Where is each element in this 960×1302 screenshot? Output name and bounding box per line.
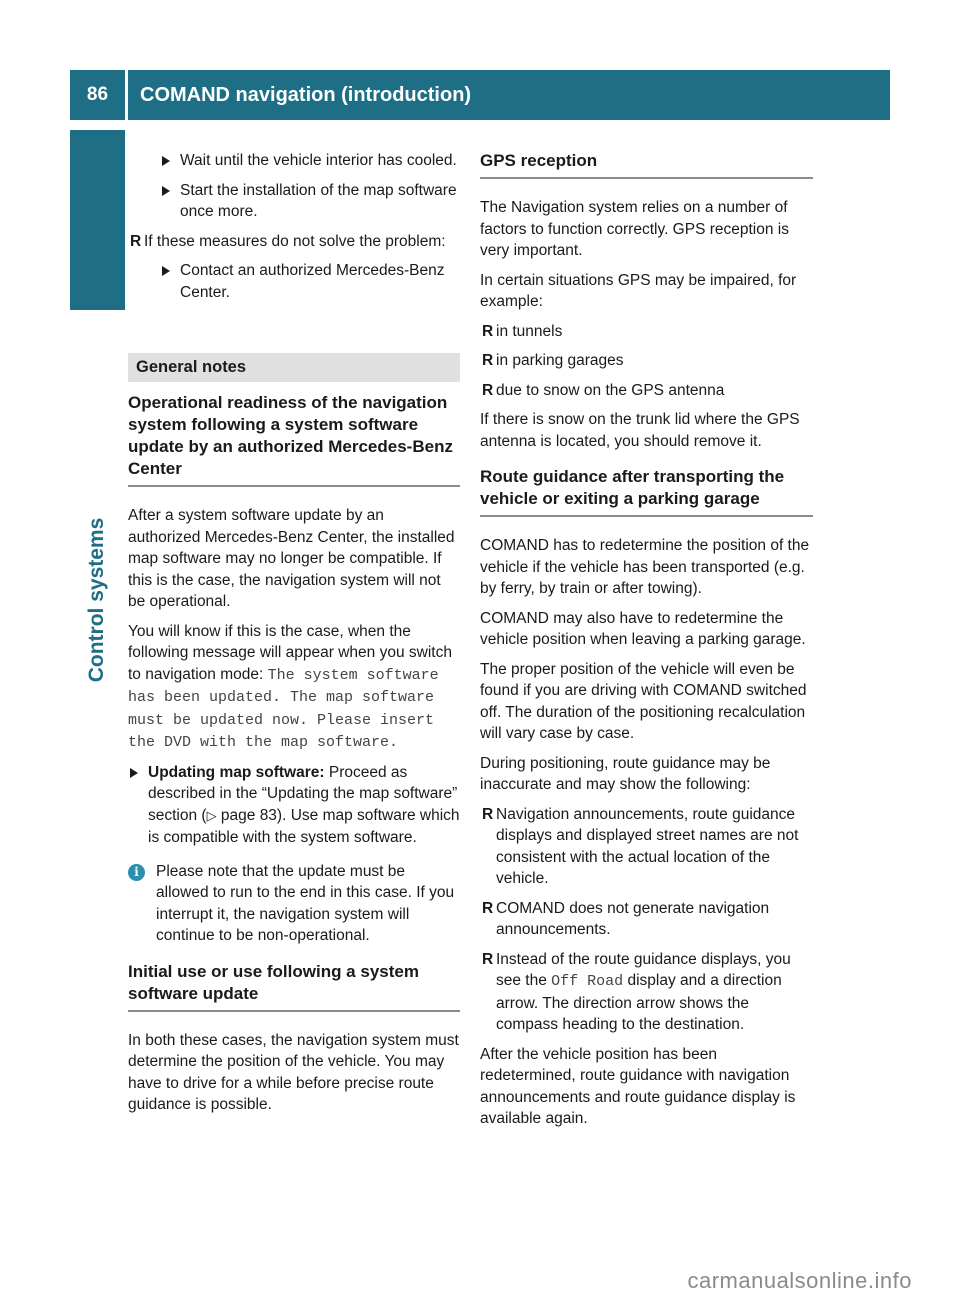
step-arrow-icon — [162, 156, 170, 166]
subheading: GPS reception — [480, 150, 813, 179]
display-message: Off Road — [551, 973, 624, 990]
subheading: Operational readiness of the navigation system following a system software update by an authorized Mercedes-Benz Center — [128, 392, 460, 487]
paragraph: After the vehicle position has been redetermined, route guidance with navigation announcements and route guidance display is available again. — [480, 1045, 796, 1127]
paragraph: In both these cases, the navigation system must determine the position of the vehicle. You may have to drive for a while before precise route guidance is possible. — [128, 1031, 459, 1113]
step-label: Updating map software: — [148, 763, 325, 781]
bullet-item — [480, 350, 813, 372]
bullet-icon: R — [482, 805, 494, 823]
section-bar: General notes — [128, 353, 460, 382]
info-icon: i — [128, 864, 145, 881]
paragraph: The Navigation system relies on a number of factors to function correctly. GPS reception is very important. — [480, 199, 789, 259]
bullet-icon: R — [482, 381, 494, 399]
bullet-item — [480, 321, 813, 343]
info-text: Please note that the update must be allowed to run to the end in this case. If you interrupt it, the navigation system will continue to be non-operational. — [156, 862, 455, 944]
left-column — [128, 150, 460, 1124]
bullet-item — [128, 231, 460, 253]
info-note — [128, 861, 460, 947]
subheading: Initial use or use following a system software update — [128, 961, 460, 1012]
page-header — [70, 70, 890, 120]
paragraph: COMAND has to redetermine the position of the vehicle if the vehicle has been transported (e.g. by ferry, by train or after towing). — [480, 537, 810, 597]
bullet-text: If these measures do not solve the problem: — [144, 232, 446, 250]
section-tab — [72, 500, 122, 700]
step-arrow-icon — [130, 768, 138, 778]
step-text: Contact an authorized Mercedes-Benz Center. — [180, 262, 445, 301]
bullet-icon: R — [482, 899, 494, 917]
paragraph: In certain situations GPS may be impaired, for example: — [480, 271, 797, 310]
bullet-item — [480, 898, 813, 941]
section-tab-label: Control systems — [85, 517, 108, 683]
section-tab-block — [70, 130, 125, 310]
header-divider — [125, 70, 128, 120]
instruction-step — [160, 180, 460, 223]
step-text: Wait until the vehicle interior has cooled. — [180, 152, 457, 169]
paragraph: After a system software update by an authorized Mercedes-Benz Center, the installed map software may no longer be compatible. If this is the case, the navigation system will not be operational. — [128, 507, 455, 610]
chapter-title: COMAND navigation (introduction) — [140, 83, 472, 106]
bullet-item — [480, 804, 813, 890]
paragraph: If there is snow on the trunk lid where the GPS antenna is located, you should remove it. — [480, 411, 800, 450]
subheading: Route guidance after transporting the vehicle or exiting a parking garage — [480, 466, 813, 517]
bullet-item — [480, 380, 813, 402]
bullet-text: Navigation announcements, route guidance displays and displayed street names are not consistent with the actual location of the vehicle. — [496, 805, 799, 887]
paragraph: The proper position of the vehicle will even be found if you are driving with COMAND switched off. The duration of the positioning recalculation will vary case by case. — [480, 660, 807, 742]
page-number: 86 — [86, 84, 109, 105]
step-arrow-icon — [162, 266, 170, 276]
bullet-text: COMAND does not generate navigation announcements. — [496, 899, 770, 938]
bullet-icon: R — [130, 232, 142, 250]
instruction-step — [160, 150, 460, 172]
bullet-text: in parking garages — [496, 352, 624, 369]
display-message: The system software has been updated. The map software must be updated now. Please insert the DVD with the map software. — [128, 666, 439, 751]
watermark: carmanualsonline.info — [687, 1268, 912, 1293]
step-text: Start the installation of the map software once more. — [180, 181, 457, 220]
paragraph: COMAND may also have to redetermine the vehicle position when leaving a parking garage. — [480, 609, 806, 648]
page-ref-icon: ▷ — [206, 808, 217, 824]
paragraph: You will know if this is the case, when the following message will appear when you switch to navigation mode: The system software has been updated. The map software must be updated now. Please insert the DVD with the map software. — [128, 622, 452, 751]
bullet-icon: R — [482, 322, 494, 340]
bullet-text: in tunnels — [496, 322, 563, 340]
bullet-item: R Instead of the route guidance displays, you see the Off Road display and a direction arrow. The direction arrow shows the compass heading to the destination. — [482, 950, 791, 1033]
right-column — [480, 150, 813, 1138]
bullet-text: due to snow on the GPS antenna — [496, 381, 725, 399]
step-arrow-icon — [162, 186, 170, 196]
bullet-icon: R — [482, 950, 494, 968]
paragraph: During positioning, route guidance may be inaccurate and may show the following: — [480, 754, 771, 793]
instruction-step — [160, 260, 460, 303]
instruction-step: Updating map software: Proceed as described in the “Updating the map software” section (▷ page 83). Use map software which is compatible with the system software. — [128, 762, 460, 849]
bullet-icon: R — [482, 352, 494, 369]
